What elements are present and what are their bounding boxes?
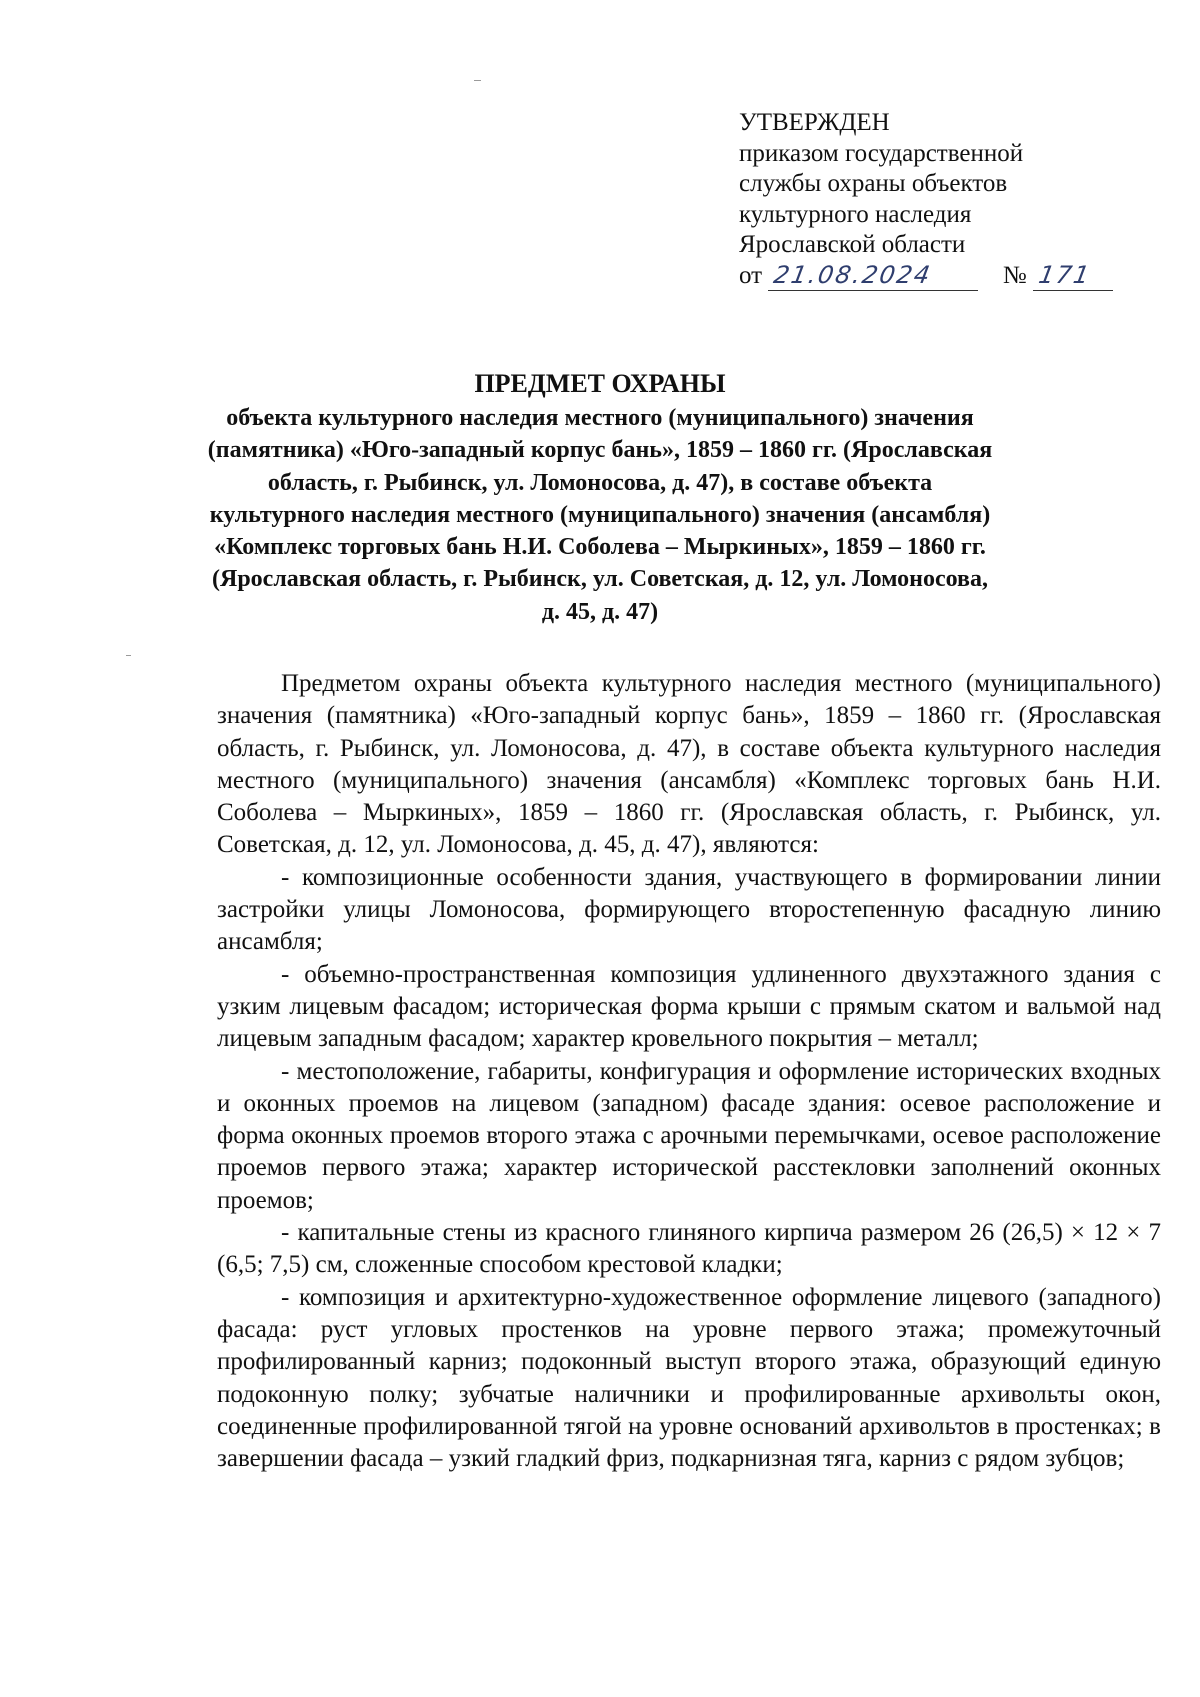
document-subtitle: объекта культурного наследия местного (муниципального) значения (памятника) «Юго-западный корпус бань», 1859 – 1860 гг. (Ярославская область, г. Рыбинск, ул. Ломоносова, д. 47), в составе объекта культурного наследия местного (муниципального) значения (ансамбля) «Комплекс торговых бань Н.И. Соболева – Мыркиных», 1859 – 1860 гг. (Ярославская область, г. Рыбинск, ул. Советская, д. 12, ул. Ломоносова, д. 45, д. 47) [207, 405, 993, 625]
number-prefix: № [1002, 261, 1027, 289]
approval-block [739, 108, 1113, 291]
document-heading [200, 368, 1000, 628]
list-item: - местоположение, габариты, конфигурация и оформление исторических входных и оконных проемов на лицевом (западном) фасаде здания: осевое расположение и форма оконных проемов второго этажа с арочными перемычками, осевое расположение проемов первого этажа; характер исторической расстекловки заполнений оконных проемов; [217, 1057, 1161, 1214]
approval-title: УТВЕРЖДЕН [739, 109, 890, 136]
number-field [1033, 262, 1113, 291]
scan-speck [126, 655, 131, 656]
scan-speck [474, 80, 481, 81]
handwritten-date: 21.08.2024 [771, 260, 935, 289]
approval-line: культурного наследия [739, 200, 972, 228]
approval-line: службы охраны объектов [739, 170, 1008, 197]
document-title: ПРЕДМЕТ ОХРАНЫ [474, 369, 726, 398]
date-prefix: от [739, 261, 763, 289]
approval-line: приказом государственной [739, 139, 1024, 167]
list-item: - композиция и архитектурно-художественное оформление лицевого (западного) фасада: руст угловых простенков на уровне первого этажа; промежуточный профилированный карниз; подоконный выступ второго этажа, образующий единую подоконную полку; зубчатые наличники и профилированные архивольты окон, соединенные профилированной тягой на уровне оснований архивольтов в простенках; в завершении фасада – узкий гладкий фриз, подкарнизная тяга, карниз с рядом зубцов; [217, 1283, 1161, 1473]
list-item: - объемно-пространственная композиция удлиненного двухэтажного здания с узким лицевым фасадом; историческая форма крыши с прямым скатом и вальмой над лицевым западным фасадом; характер кровельного покрытия – металл; [217, 960, 1161, 1053]
document-body [217, 668, 1161, 1475]
list-item: - капитальные стены из красного глиняного кирпича размером 26 (26,5) × 12 × 7 (6,5; 7,5) см, сложенные способом крестовой кладки; [217, 1219, 1161, 1279]
approval-date-line [739, 261, 1113, 292]
date-field [768, 262, 978, 291]
handwritten-number: 171 [1036, 260, 1094, 289]
approval-line: Ярославской области [739, 231, 966, 258]
list-item: - композиционные особенности здания, участвующего в формировании линии застройки улицы Ломоносова, формирующего второстепенную фасадную линию ансамбля; [217, 863, 1161, 956]
intro-paragraph: Предметом охраны объекта культурного наследия местного (муниципального) значения (памятника) «Юго-западный корпус бань», 1859 – 1860 гг. (Ярославская область, г. Рыбинск, ул. Ломоносова, д. 47), в составе объекта культурного наследия местного (муниципального) значения (ансамбля) «Комплекс торговых бань Н.И. Соболева – Мыркиных», 1859 – 1860 гг. (Ярославская область, г. Рыбинск, ул. Советская, д. 12, ул. Ломоносова, д. 45, д. 47), являются: [217, 670, 1161, 859]
